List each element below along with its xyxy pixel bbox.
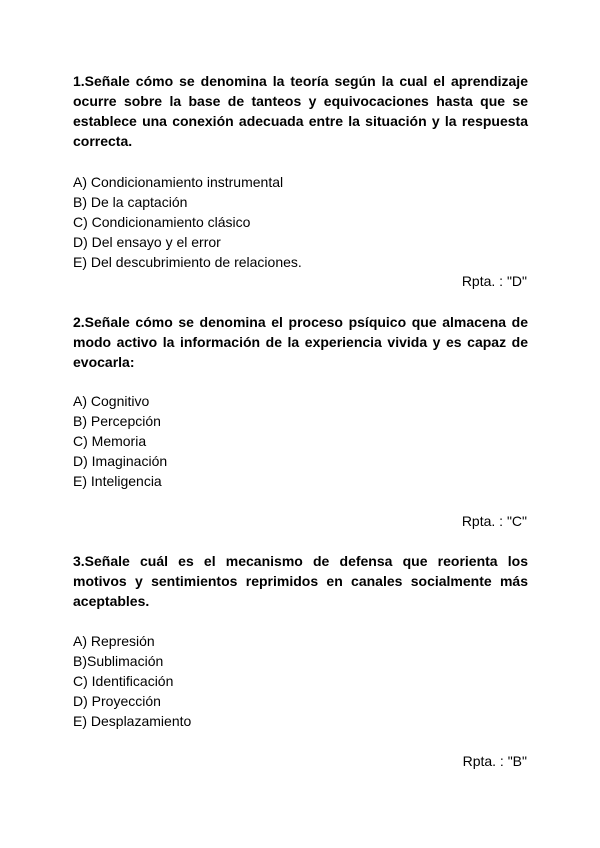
option-a: A) Represión bbox=[73, 633, 155, 649]
option-c: C) Identificación bbox=[73, 673, 174, 689]
question-1-answer: Rpta. : "D" bbox=[461, 273, 527, 289]
option-b: B) Percepción bbox=[73, 413, 161, 429]
question-3-text: 3.Señale cuál es el mecanismo de defensa que reorienta los motivos y sentimientos reprimidos en canales socialmente más aceptables. bbox=[73, 553, 528, 609]
option-a: A) Cognitivo bbox=[73, 393, 150, 409]
option-a: A) Condicionamiento instrumental bbox=[73, 174, 284, 190]
question-2-answer: Rpta. : "C" bbox=[461, 513, 527, 529]
option-d: D) Del ensayo y el error bbox=[73, 234, 221, 250]
question-1-options bbox=[73, 172, 528, 272]
option-c: C) Condicionamiento clásico bbox=[73, 214, 251, 230]
option-e: E) Desplazamiento bbox=[73, 713, 192, 729]
question-2-text: 2.Señale cómo se denomina el proceso psíquico que almacena de modo activo la información de la experiencia vivida y es capaz de evocarla: bbox=[73, 314, 528, 370]
option-e: E) Inteligencia bbox=[73, 473, 162, 489]
option-b: B)Sublimación bbox=[73, 653, 164, 669]
option-d: D) Imaginación bbox=[73, 453, 168, 469]
question-1-text: 1.Señale cómo se denomina la teoría según la cual el aprendizaje ocurre sobre la base de tanteos y equivocaciones hasta que se establece una conexión adecuada entre la situación y la respuesta correcta. bbox=[73, 73, 528, 149]
option-c: C) Memoria bbox=[73, 433, 147, 449]
question-3-answer: Rpta. : "B" bbox=[462, 753, 527, 769]
option-d: D) Proyección bbox=[73, 693, 161, 709]
question-3-options bbox=[73, 631, 528, 731]
question-2-options bbox=[73, 391, 528, 491]
option-b: B) De la captación bbox=[73, 194, 188, 210]
option-e: E) Del descubrimiento de relaciones. bbox=[73, 254, 302, 270]
